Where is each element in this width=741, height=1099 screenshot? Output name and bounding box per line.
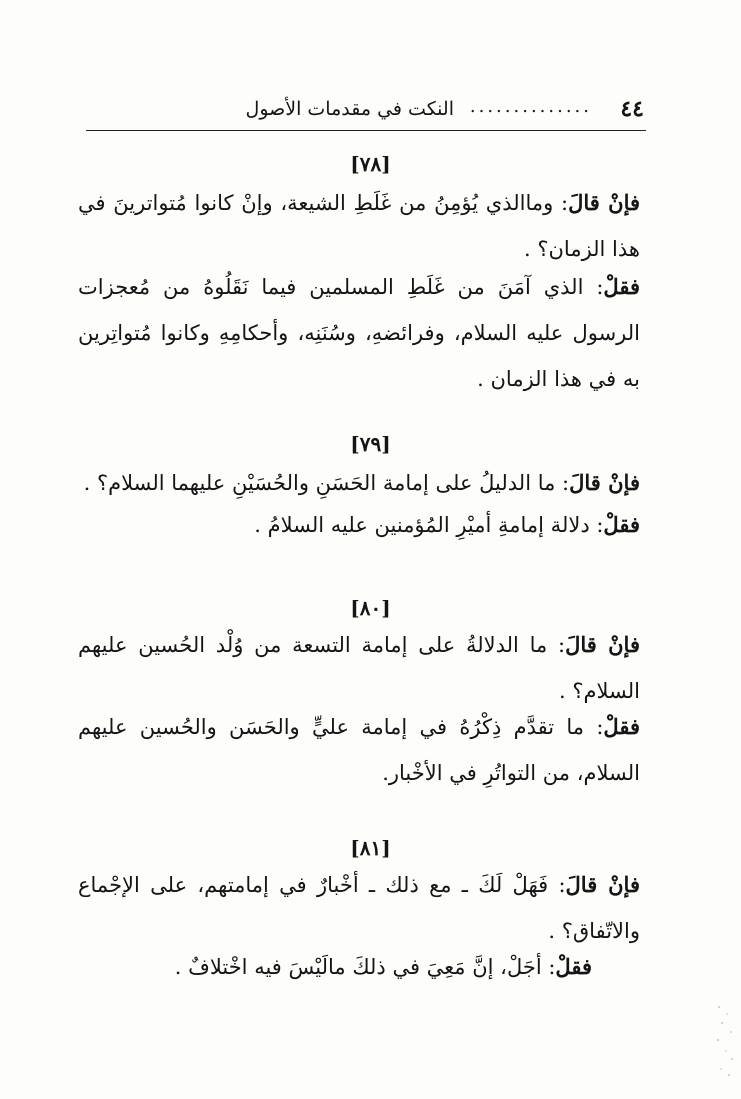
header-leader-dots: ..............: [469, 96, 592, 117]
question-text: : وماالذي يُؤمِنُ من غَلَطِ الشيعة، وإنْ كانوا مُتواترينَ في هذا الزمان؟ .: [78, 191, 640, 261]
section-number-81: [٨١]: [350, 836, 391, 860]
question-label: فإنْ قالَ: [565, 872, 640, 897]
answer-label: فقلْ: [603, 274, 640, 299]
page-header: [88, 96, 644, 130]
question-paragraph: [78, 622, 640, 714]
section-number-78: [٧٨]: [350, 152, 391, 176]
answer-paragraph: [78, 502, 640, 548]
answer-paragraph: [78, 264, 640, 402]
question-paragraph: [78, 862, 640, 954]
section-number-80: [٨٠]: [350, 596, 391, 620]
section-number-79: [٧٩]: [350, 432, 391, 456]
question-label: فإنْ قالَ: [569, 470, 640, 495]
answer-text: : دلالة إمامةِ أميْرِ المُؤمنين عليه السلامُ .: [254, 513, 604, 537]
question-text: : فَهَلْ لَكَ ـ مع ذلك ـ أخْبارٌ في إمامتهم، على الإجْماع والاتّفاق؟ .: [78, 873, 640, 943]
question-text: : ما الدلالةُ على إمامة التسعة من وُلْد الحُسين عليهم السلام؟ .: [78, 633, 640, 703]
page-number: ٤٤: [620, 96, 644, 122]
answer-paragraph: [78, 944, 640, 990]
answer-text: : الذي آمَنَ من غَلَطِ المسلمين فيما نَقَلُوهُ من مُعجزات الرسول عليه السلام، وفرائضهِ، وسُنَنِه، وأحكامِهِ وكانوا مُتواتِرين به في هذا الزمان .: [78, 275, 640, 391]
answer-paragraph: [78, 704, 640, 796]
answer-label: فقلْ: [603, 512, 640, 537]
answer-label: فقلْ: [555, 954, 592, 979]
question-paragraph: [78, 460, 640, 506]
question-paragraph: [78, 180, 640, 272]
question-label: فإنْ قالَ: [565, 632, 640, 657]
running-title: النكت في مقدمات الأصول: [245, 98, 454, 120]
answer-text: : ما تقدَّم ذِكْرُهُ في إمامة عليٍّ والحَسَن والحُسين عليهم السلام، من التواتُرِ في الأخْبار.: [78, 715, 640, 785]
answer-text: : أجَلْ، إنَّ مَعِيَ في ذلكَ مالَيْسَ فيه اخْتلافٌ .: [174, 955, 556, 979]
scan-speckle: [713, 999, 737, 1079]
question-text: : ما الدليلُ على إمامة الحَسَنِ والحُسَيْنِ عليهما السلام؟ .: [83, 471, 570, 495]
answer-label: فقلْ: [603, 714, 640, 739]
question-label: فإنْ قالَ: [568, 190, 641, 215]
header-rule: [86, 130, 646, 131]
